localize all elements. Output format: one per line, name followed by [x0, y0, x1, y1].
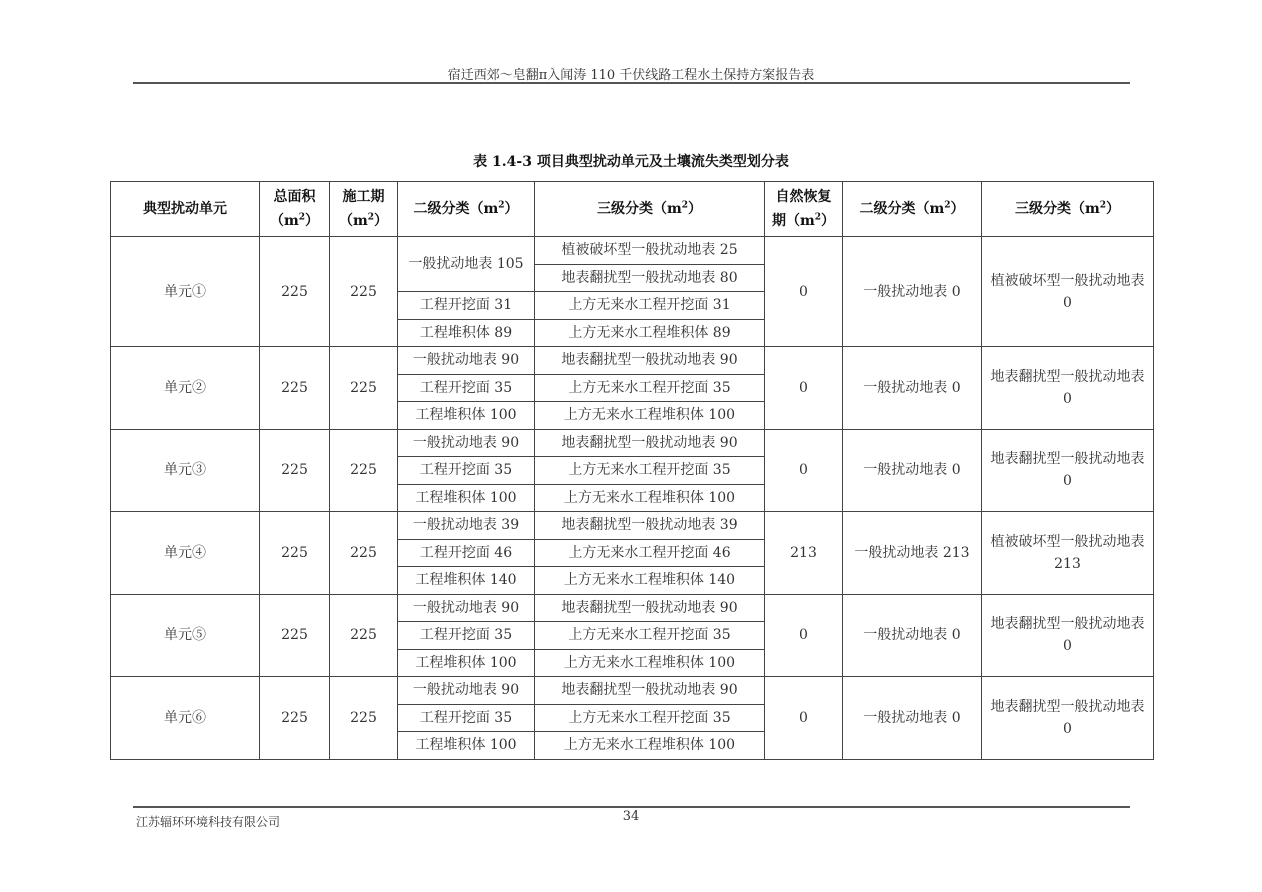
col-header-level3-recovery: 三级分类$(m^2)$ [982, 182, 1154, 237]
soil-loss-classification-table [110, 181, 1154, 760]
construction-area: 225 [330, 677, 398, 760]
col-header-area: 总面积 $(m^2)$ [260, 182, 330, 237]
level2-class: 一般扰动地表 90 [398, 594, 535, 622]
level3-class: 地表翻扰型一般扰动地表 90 [535, 677, 765, 705]
level2-class: 一般扰动地表 90 [398, 347, 535, 375]
level2-class: 一般扰动地表 90 [398, 429, 535, 457]
level2-class: 工程开挖面 46 [398, 539, 535, 567]
total-area: 225 [260, 677, 330, 760]
level3-class: 上方无来水工程堆积体 100 [535, 649, 765, 677]
recovery-level2: 一般扰动地表 0 [843, 429, 982, 512]
recovery-level3: 地表翻扰型一般扰动地表 0 [982, 594, 1154, 677]
col-header-level2: 二级分类$(m^2)$ [398, 182, 535, 237]
recovery-level2: 一般扰动地表 0 [843, 237, 982, 347]
construction-area: 225 [330, 347, 398, 430]
level3-class: 植被破坏型一般扰动地表 25 [535, 237, 765, 265]
recovery-level3: 地表翻扰型一般扰动地表 0 [982, 677, 1154, 760]
recovery-level3: 地表翻扰型一般扰动地表 0 [982, 429, 1154, 512]
recovery-area: 0 [765, 677, 843, 760]
construction-area: 225 [330, 429, 398, 512]
table-row [111, 347, 1154, 375]
level2-class: 工程堆积体 140 [398, 567, 535, 595]
recovery-area: 0 [765, 594, 843, 677]
total-area: 225 [260, 237, 330, 347]
level3-class: 上方无来水工程堆积体 140 [535, 567, 765, 595]
recovery-level3: 植被破坏型一般扰动地表 0 [982, 237, 1154, 347]
level2-class: 工程堆积体 100 [398, 649, 535, 677]
recovery-level2: 一般扰动地表 0 [843, 677, 982, 760]
level3-class: 地表翻扰型一般扰动地表 39 [535, 512, 765, 540]
level3-class: 上方无来水工程开挖面 35 [535, 374, 765, 402]
level2-class: 工程开挖面 31 [398, 292, 535, 320]
table-row [111, 594, 1154, 622]
document-header-title: 宿迁西郊～皂翻π入闻涛 110 千伏线路工程水土保持方案报告表 [447, 68, 815, 83]
level2-class: 工程堆积体 100 [398, 402, 535, 430]
unit-name: 单元③ [111, 429, 260, 512]
level2-class: 工程堆积体 100 [398, 484, 535, 512]
page-number: 34 [622, 809, 640, 824]
table-row [111, 237, 1154, 265]
level2-class: 工程堆积体 89 [398, 319, 535, 347]
unit-name: 单元④ [111, 512, 260, 595]
recovery-level2: 一般扰动地表 0 [843, 347, 982, 430]
level3-class: 地表翻扰型一般扰动地表 90 [535, 429, 765, 457]
level2-class: 工程堆积体 100 [398, 732, 535, 760]
level3-class: 地表翻扰型一般扰动地表 80 [535, 264, 765, 292]
table-row [111, 512, 1154, 540]
level3-class: 上方无来水工程开挖面 35 [535, 457, 765, 485]
construction-area: 225 [330, 237, 398, 347]
construction-area: 225 [330, 512, 398, 595]
recovery-level3: 地表翻扰型一般扰动地表 0 [982, 347, 1154, 430]
level2-class: 工程开挖面 35 [398, 704, 535, 732]
level3-class: 上方无来水工程开挖面 35 [535, 622, 765, 650]
recovery-level3: 植被破坏型一般扰动地表 213 [982, 512, 1154, 595]
level2-class: 一般扰动地表 39 [398, 512, 535, 540]
total-area: 225 [260, 512, 330, 595]
recovery-area: 0 [765, 429, 843, 512]
recovery-area: 0 [765, 347, 843, 430]
level3-class: 上方无来水工程开挖面 31 [535, 292, 765, 320]
recovery-level2: 一般扰动地表 213 [843, 512, 982, 595]
recovery-level2: 一般扰动地表 0 [843, 594, 982, 677]
level3-class: 地表翻扰型一般扰动地表 90 [535, 594, 765, 622]
header-rule [133, 82, 1130, 84]
unit-name: 单元① [111, 237, 260, 347]
table-row [111, 429, 1154, 457]
level3-class: 上方无来水工程堆积体 100 [535, 732, 765, 760]
level3-class: 上方无来水工程开挖面 35 [535, 704, 765, 732]
level2-class: 一般扰动地表 90 [398, 677, 535, 705]
col-header-unit: 典型扰动单元 [111, 182, 260, 237]
total-area: 225 [260, 347, 330, 430]
unit-name: 单元⑥ [111, 677, 260, 760]
level3-class: 上方无来水工程堆积体 100 [535, 402, 765, 430]
table-header-row [111, 182, 1154, 237]
level3-class: 上方无来水工程堆积体 100 [535, 484, 765, 512]
footer-company: 江苏辐环环境科技有限公司 [136, 815, 281, 829]
unit-name: 单元⑤ [111, 594, 260, 677]
level2-class: 工程开挖面 35 [398, 374, 535, 402]
level2-class: 工程开挖面 35 [398, 457, 535, 485]
level3-class: 地表翻扰型一般扰动地表 90 [535, 347, 765, 375]
col-header-construction: 施工期 $(m^2)$ [330, 182, 398, 237]
total-area: 225 [260, 429, 330, 512]
unit-name: 单元② [111, 347, 260, 430]
construction-area: 225 [330, 594, 398, 677]
table-row [111, 677, 1154, 705]
recovery-area: 213 [765, 512, 843, 595]
col-header-level3: 三级分类$(m^2)$ [535, 182, 765, 237]
total-area: 225 [260, 594, 330, 677]
col-header-level2-recovery: 二级分类$(m^2)$ [843, 182, 982, 237]
table-caption: 表 1.4-3 项目典型扰动单元及土壤流失类型划分表 [473, 154, 789, 170]
level2-class: 一般扰动地表 105 [398, 237, 535, 292]
level3-class: 上方无来水工程开挖面 46 [535, 539, 765, 567]
col-header-recovery: 自然恢复 期$(m^2)$ [765, 182, 843, 237]
recovery-area: 0 [765, 237, 843, 347]
footer-rule [133, 806, 1130, 808]
level3-class: 上方无来水工程堆积体 89 [535, 319, 765, 347]
level2-class: 工程开挖面 35 [398, 622, 535, 650]
